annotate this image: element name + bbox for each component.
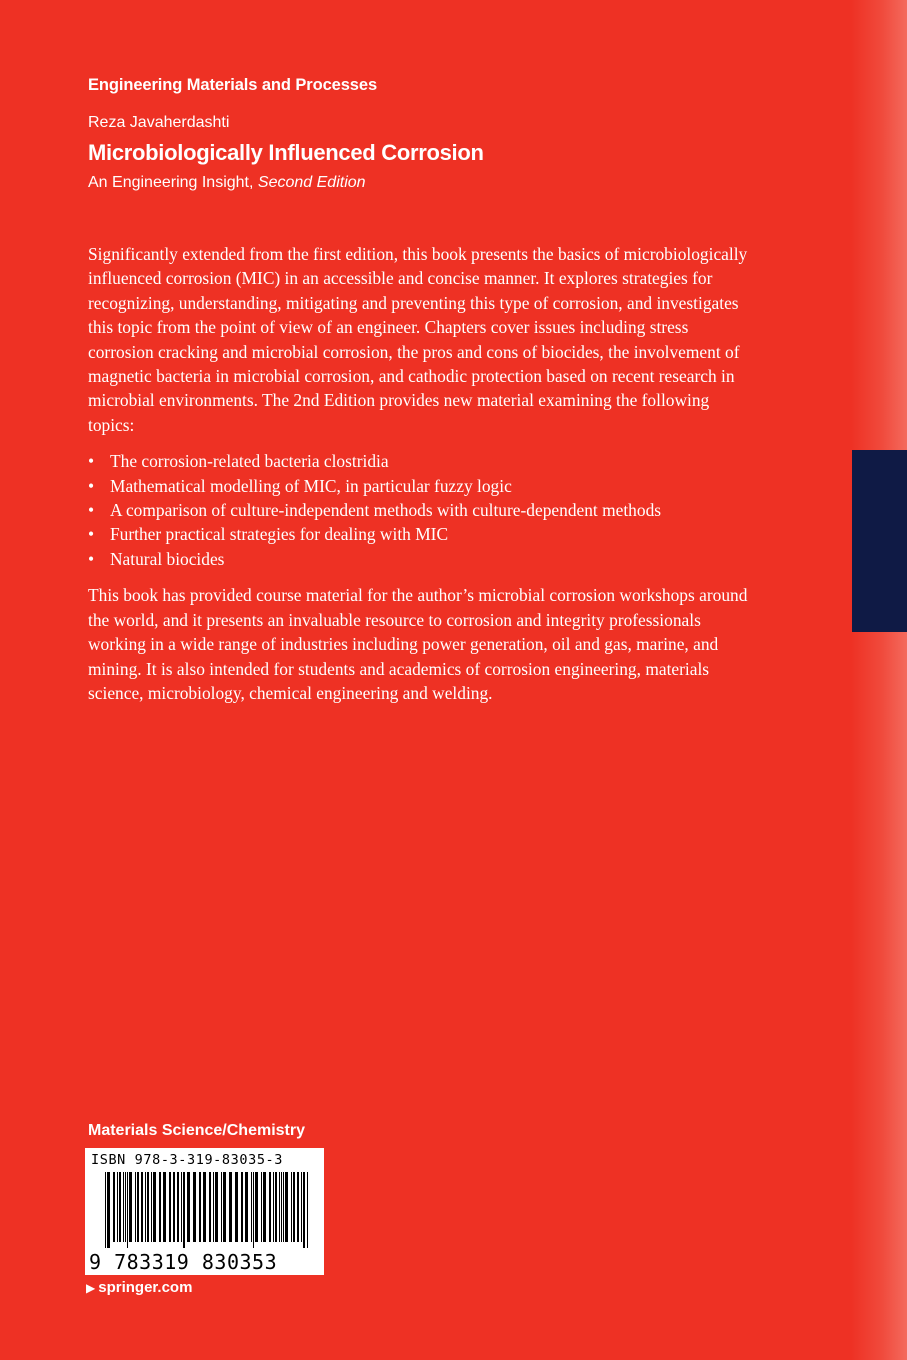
topic-item: • Further practical strategies for dealing with MIC (88, 522, 758, 546)
barcode-bar (301, 1172, 302, 1242)
barcode-bar (291, 1172, 292, 1242)
barcode-bar (293, 1172, 295, 1242)
barcode-bar (221, 1172, 222, 1242)
barcode-bar (173, 1172, 175, 1242)
topic-item: • A comparison of culture-independent methods with culture-dependent methods (88, 498, 758, 522)
description-paragraph-1: Significantly extended from the first edition, this book presents the basics of microbiologically influenced corrosion (MIC) in an accessible and concise manner. It explores strategies for recognizing, understanding, mitigating and preventing this type of corrosion, and investigates this topic from the point of view of an engineer. Chapters cover issues including stress corrosion cracking and microbial corrosion, the pros and cons of biocides, the involvement of magnetic bacteria in microbial corrosion, and cathodic protection based on recent research in microbial environments. The 2nd Edition provides new material examining the following topics: (88, 244, 748, 435)
barcode-bar (255, 1172, 258, 1242)
barcode-bar (283, 1172, 284, 1242)
barcode-bars (105, 1172, 310, 1248)
barcode-bar (141, 1172, 143, 1242)
arrow-right-icon: ▶ (86, 1281, 96, 1295)
barcode-bar (263, 1172, 266, 1242)
barcode-bar (279, 1172, 280, 1242)
series-title: Engineering Materials and Processes (88, 76, 378, 94)
barcode-bar (119, 1172, 121, 1242)
barcode-bar (303, 1172, 305, 1248)
isbn-barcode (85, 1148, 324, 1275)
barcode-bar (229, 1172, 232, 1242)
barcode-bar (223, 1172, 226, 1242)
back-cover-description (88, 242, 758, 705)
subtitle-main: An Engineering Insight, (88, 174, 254, 191)
barcode-bar (145, 1172, 146, 1242)
barcode-bar (125, 1172, 126, 1242)
barcode-bar (261, 1172, 262, 1242)
barcode-digits: 9 783319 830353 (89, 1250, 278, 1274)
description-paragraph-2: This book has provided course material for the author’s microbial corrosion workshops around the world, and it presents an invaluable resource to corrosion and integrity professionals working in a wide range of industries including power generation, oil and gas, marine, and mining. It is also intended for students and academics of corrosion engineering, materials science, microbiology, chemical engineering and welding. (88, 585, 748, 703)
barcode-bar (199, 1172, 201, 1242)
bullet-icon: • (88, 500, 95, 521)
barcode-bar (105, 1172, 106, 1248)
barcode-bar (107, 1172, 110, 1248)
barcode-bar (253, 1172, 254, 1248)
barcode-bar (113, 1172, 115, 1242)
barcode-bar (215, 1172, 218, 1242)
topic-item: • Mathematical modelling of MIC, in particular fuzzy logic (88, 474, 758, 498)
barcode-bar (129, 1172, 132, 1242)
barcode-bar (307, 1172, 308, 1248)
barcode-bar (273, 1172, 274, 1242)
author-name: Reza Javaherdashti (88, 114, 230, 131)
spine-edge-shading (851, 0, 907, 1360)
barcode-bar (187, 1172, 190, 1242)
barcode-bar (297, 1172, 299, 1242)
barcode-bar (245, 1172, 248, 1242)
barcode-bar (203, 1172, 206, 1242)
subtitle-edition: Second Edition (257, 174, 366, 191)
bullet-icon: • (88, 475, 95, 496)
barcode-bar (153, 1172, 156, 1242)
book-subtitle (88, 174, 366, 192)
topics-list (88, 449, 758, 571)
topic-item: • The corrosion-related bacteria clostridia (88, 449, 758, 473)
barcode-bar (159, 1172, 161, 1242)
barcode-bar (151, 1172, 152, 1242)
subject-category: Materials Science/Chemistry (88, 1122, 305, 1139)
barcode-bar (251, 1172, 252, 1242)
barcode-bar (177, 1172, 179, 1242)
barcode-bar (183, 1172, 185, 1248)
topic-item: • Natural biocides (88, 547, 758, 571)
publisher-link[interactable] (86, 1279, 192, 1296)
isbn-label: ISBN 978-3-319-83035-3 (91, 1152, 284, 1168)
spine-navy-band (852, 450, 907, 632)
barcode-bar (193, 1172, 196, 1242)
barcode-bar (127, 1172, 128, 1248)
barcode-bar (269, 1172, 271, 1242)
barcode-bar (135, 1172, 136, 1242)
barcode-bar (285, 1172, 288, 1242)
barcode-bar (117, 1172, 118, 1242)
barcode-bar (235, 1172, 238, 1242)
barcode-bar (241, 1172, 243, 1242)
barcode-bar (137, 1172, 139, 1242)
barcode-bar (163, 1172, 166, 1242)
barcode-bar (181, 1172, 182, 1242)
bullet-icon: • (88, 451, 95, 472)
book-title: Microbiologically Influenced Corrosion (88, 140, 484, 165)
barcode-bar (213, 1172, 214, 1242)
barcode-bar (169, 1172, 171, 1242)
barcode-bar (123, 1172, 124, 1242)
barcode-bar (147, 1172, 149, 1242)
publisher-url: springer.com (98, 1279, 193, 1296)
barcode-bar (275, 1172, 277, 1242)
barcode-bar (281, 1172, 282, 1242)
bullet-icon: • (88, 524, 95, 545)
barcode-bar (209, 1172, 211, 1242)
bullet-icon: • (88, 548, 95, 569)
